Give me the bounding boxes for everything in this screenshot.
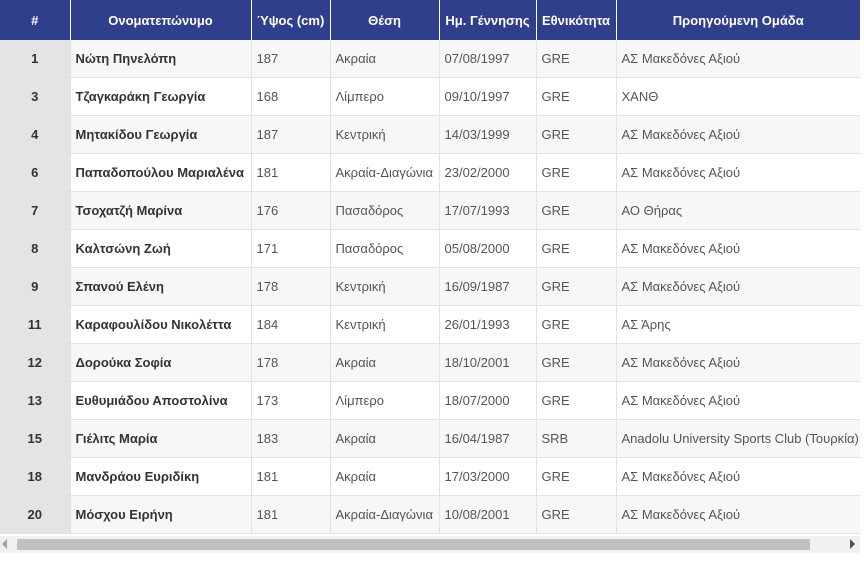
- cell-previous-team: ΑΣ Άρης: [616, 306, 860, 344]
- arrow-left-icon[interactable]: [2, 539, 7, 549]
- cell-number: 6: [0, 154, 70, 192]
- cell-birthdate: 18/07/2000: [439, 382, 536, 420]
- cell-name: Γιέλιτς Μαρία: [70, 420, 251, 458]
- arrow-right-icon[interactable]: [850, 539, 855, 549]
- cell-nationality: GRE: [536, 306, 616, 344]
- cell-previous-team: ΑΣ Μακεδόνες Αξιού: [616, 344, 860, 382]
- cell-name: Καραφουλίδου Νικολέττα: [70, 306, 251, 344]
- cell-position: Ακραία-Διαγώνια: [330, 154, 439, 192]
- table-row: [0, 192, 860, 230]
- cell-position: Κεντρική: [330, 306, 439, 344]
- table-row: [0, 420, 860, 458]
- cell-height: 183: [251, 420, 330, 458]
- cell-previous-team: ΑΟ Θήρας: [616, 192, 860, 230]
- cell-birthdate: 16/04/1987: [439, 420, 536, 458]
- cell-nationality: GRE: [536, 116, 616, 154]
- cell-birthdate: 10/08/2001: [439, 496, 536, 534]
- cell-previous-team: ΑΣ Μακεδόνες Αξιού: [616, 458, 860, 496]
- cell-nationality: GRE: [536, 154, 616, 192]
- cell-height: 184: [251, 306, 330, 344]
- cell-nationality: GRE: [536, 496, 616, 534]
- table-row: [0, 154, 860, 192]
- cell-height: 181: [251, 458, 330, 496]
- table-row: [0, 116, 860, 154]
- cell-birthdate: 16/09/1987: [439, 268, 536, 306]
- scrollbar-thumb[interactable]: [17, 539, 810, 550]
- table-row: [0, 40, 860, 78]
- cell-number: 12: [0, 344, 70, 382]
- cell-position: Λίμπερο: [330, 78, 439, 116]
- cell-number: 13: [0, 382, 70, 420]
- horizontal-scrollbar[interactable]: [0, 536, 860, 553]
- cell-name: Νώτη Πηνελόπη: [70, 40, 251, 78]
- header-height: Ύψος (cm): [251, 0, 330, 40]
- cell-previous-team: Anadolu University Sports Club (Τουρκία): [616, 420, 860, 458]
- cell-birthdate: 18/10/2001: [439, 344, 536, 382]
- table-row: [0, 382, 860, 420]
- header-position: Θέση: [330, 0, 439, 40]
- header-name: Ονοματεπώνυμο: [70, 0, 251, 40]
- cell-height: 176: [251, 192, 330, 230]
- cell-position: Ακραία: [330, 40, 439, 78]
- cell-height: 171: [251, 230, 330, 268]
- cell-height: 178: [251, 268, 330, 306]
- cell-position: Ακραία-Διαγώνια: [330, 496, 439, 534]
- cell-name: Μανδράου Ευριδίκη: [70, 458, 251, 496]
- table-row: [0, 496, 860, 534]
- cell-name: Μόσχου Ειρήνη: [70, 496, 251, 534]
- cell-nationality: GRE: [536, 382, 616, 420]
- cell-number: 4: [0, 116, 70, 154]
- cell-number: 9: [0, 268, 70, 306]
- cell-height: 173: [251, 382, 330, 420]
- cell-name: Τσοχατζή Μαρίνα: [70, 192, 251, 230]
- cell-birthdate: 26/01/1993: [439, 306, 536, 344]
- cell-name: Δορούκα Σοφία: [70, 344, 251, 382]
- cell-birthdate: 07/08/1997: [439, 40, 536, 78]
- cell-name: Τζαγκαράκη Γεωργία: [70, 78, 251, 116]
- header-row: [0, 0, 860, 40]
- cell-number: 3: [0, 78, 70, 116]
- cell-height: 181: [251, 496, 330, 534]
- cell-nationality: GRE: [536, 78, 616, 116]
- header-number: #: [0, 0, 70, 40]
- header-nationality: Εθνικότητα: [536, 0, 616, 40]
- cell-previous-team: ΑΣ Μακεδόνες Αξιού: [616, 154, 860, 192]
- cell-name: Καλτσώνη Ζωή: [70, 230, 251, 268]
- cell-name: Παπαδοπούλου Μαριαλένα: [70, 154, 251, 192]
- cell-height: 168: [251, 78, 330, 116]
- cell-number: 7: [0, 192, 70, 230]
- cell-height: 187: [251, 116, 330, 154]
- cell-birthdate: 14/03/1999: [439, 116, 536, 154]
- cell-height: 181: [251, 154, 330, 192]
- cell-position: Πασαδόρος: [330, 192, 439, 230]
- cell-number: 11: [0, 306, 70, 344]
- cell-position: Πασαδόρος: [330, 230, 439, 268]
- header-birthdate: Ημ. Γέννησης: [439, 0, 536, 40]
- table-row: [0, 458, 860, 496]
- table-row: [0, 78, 860, 116]
- cell-birthdate: 17/03/2000: [439, 458, 536, 496]
- cell-position: Κεντρική: [330, 268, 439, 306]
- cell-number: 18: [0, 458, 70, 496]
- cell-previous-team: ΧΑΝΘ: [616, 78, 860, 116]
- cell-number: 15: [0, 420, 70, 458]
- cell-nationality: SRB: [536, 420, 616, 458]
- cell-previous-team: ΑΣ Μακεδόνες Αξιού: [616, 268, 860, 306]
- cell-nationality: GRE: [536, 230, 616, 268]
- cell-nationality: GRE: [536, 40, 616, 78]
- cell-position: Λίμπερο: [330, 382, 439, 420]
- cell-previous-team: ΑΣ Μακεδόνες Αξιού: [616, 382, 860, 420]
- cell-number: 1: [0, 40, 70, 78]
- cell-position: Ακραία: [330, 458, 439, 496]
- cell-name: Μητακίδου Γεωργία: [70, 116, 251, 154]
- table-row: [0, 230, 860, 268]
- cell-nationality: GRE: [536, 268, 616, 306]
- cell-previous-team: ΑΣ Μακεδόνες Αξιού: [616, 116, 860, 154]
- cell-position: Κεντρική: [330, 116, 439, 154]
- cell-nationality: GRE: [536, 458, 616, 496]
- table-header: [0, 0, 860, 40]
- table-row: [0, 306, 860, 344]
- cell-name: Σπανού Ελένη: [70, 268, 251, 306]
- cell-birthdate: 23/02/2000: [439, 154, 536, 192]
- cell-name: Ευθυμιάδου Αποστολίνα: [70, 382, 251, 420]
- cell-nationality: GRE: [536, 192, 616, 230]
- cell-previous-team: ΑΣ Μακεδόνες Αξιού: [616, 40, 860, 78]
- cell-position: Ακραία: [330, 420, 439, 458]
- cell-number: 20: [0, 496, 70, 534]
- table-row: [0, 344, 860, 382]
- cell-previous-team: ΑΣ Μακεδόνες Αξιού: [616, 230, 860, 268]
- cell-birthdate: 05/08/2000: [439, 230, 536, 268]
- header-previous-team: Προηγούμενη Ομάδα: [616, 0, 860, 40]
- cell-number: 8: [0, 230, 70, 268]
- cell-height: 187: [251, 40, 330, 78]
- cell-birthdate: 17/07/1993: [439, 192, 536, 230]
- table-row: [0, 268, 860, 306]
- cell-nationality: GRE: [536, 344, 616, 382]
- cell-position: Ακραία: [330, 344, 439, 382]
- cell-previous-team: ΑΣ Μακεδόνες Αξιού: [616, 496, 860, 534]
- cell-height: 178: [251, 344, 330, 382]
- cell-birthdate: 09/10/1997: [439, 78, 536, 116]
- table-body: [0, 40, 860, 534]
